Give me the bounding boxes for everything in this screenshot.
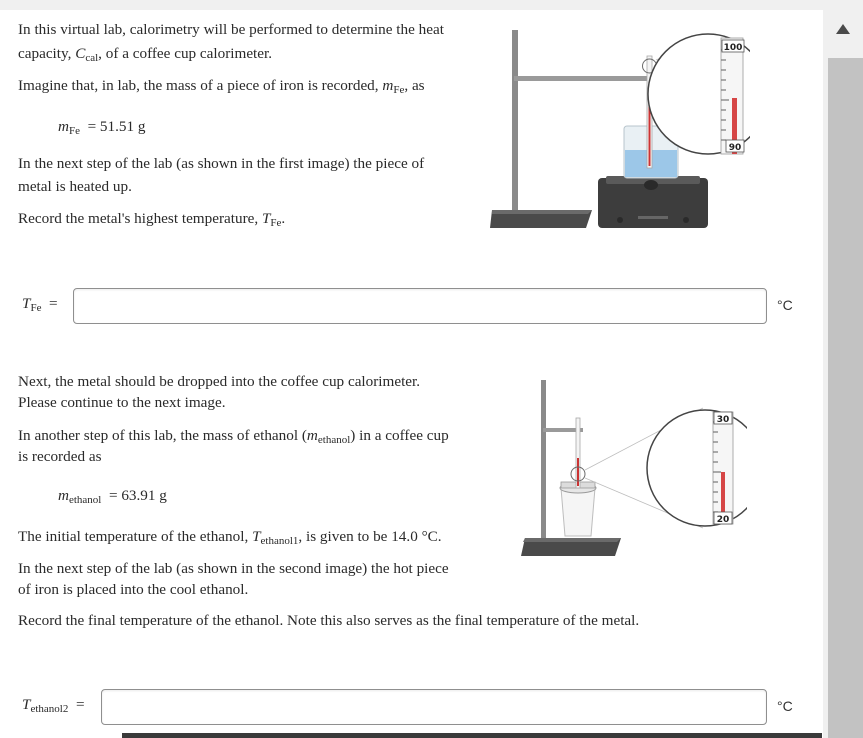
ethanol-mass-equation: $m_{ethanol} = 63.91$ g — [58, 487, 167, 506]
coffee-cup — [561, 488, 595, 536]
mass-iron-equation: $m_{Fe} = 51.51$ g — [58, 118, 146, 137]
ethanol-mass-sentence-2: is recorded as — [18, 448, 102, 465]
tethanol2-answer-input[interactable] — [101, 689, 767, 725]
unit-celsius-2: °C — [777, 698, 793, 714]
unit-celsius-1: °C — [777, 297, 793, 313]
vertical-scrollbar[interactable] — [823, 0, 863, 738]
drop-line-2: Please continue to the next image. — [18, 394, 226, 411]
stand-rod-2 — [541, 380, 546, 540]
mass-iron-sentence: Imagine that, in lab, the mass of a piece of iron is recorded, $m_{Fe}$, as — [18, 77, 425, 96]
lab-image-calorimeter — [515, 378, 747, 576]
intro-line-2: capacity, $C_{cal}$, of a coffee cup calorimeter. — [18, 45, 273, 64]
iron-placed-line-2: of iron is placed into the cool ethanol. — [18, 581, 249, 598]
thermo-label-top-1: 100 — [723, 43, 743, 53]
final-temp-instruction: Record the final temperature of the ethanol. Note this also serves as the final temperature of the metal. — [18, 612, 640, 629]
question-content — [0, 10, 823, 738]
thermo-label-bottom-2: 20 — [716, 515, 730, 525]
stand-clamp-arm — [514, 76, 654, 81]
lab-image-hotplate — [488, 28, 750, 233]
answer-label-tethanol2: $T_{ethanol2}$ = — [22, 696, 85, 715]
heat-line-2: metal is heated up. — [18, 178, 132, 195]
stand-rod — [512, 30, 518, 210]
top-gap — [0, 0, 823, 10]
thermo-label-bottom-1: 90 — [728, 143, 742, 153]
drop-line-1: Next, the metal should be dropped into the coffee cup calorimeter. — [18, 373, 421, 390]
tfe-answer-input[interactable] — [73, 288, 767, 324]
scroll-up-button[interactable] — [823, 14, 863, 44]
thermo-label-top-2: 30 — [716, 415, 730, 425]
iron-placed-line-1: In the next step of the lab (as shown in the second image) the hot piece — [18, 560, 449, 577]
triangle-up-icon — [836, 24, 850, 34]
record-iron-sentence: Record the metal's highest temperature, $T_{Fe}$. — [18, 210, 286, 229]
ethanol-mass-sentence-1: In another step of this lab, the mass of ethanol $(m_{ethanol})$ in a coffee cup — [18, 427, 449, 446]
iron-piece — [644, 180, 658, 190]
scroll-thumb[interactable] — [828, 58, 863, 738]
heat-line-1: In the next step of the lab (as shown in the first image) the piece of — [18, 155, 425, 172]
intro-line-1: In this virtual lab, calorimetry will be performed to determine the heat — [18, 21, 444, 38]
bottom-bar — [122, 733, 822, 738]
initial-temp-sentence: The initial temperature of the ethanol, $T_{ethanol1}$, is given to be 14.0 °C. — [18, 528, 442, 547]
answer-label-tfe: $T_{Fe}$ = — [22, 295, 58, 314]
